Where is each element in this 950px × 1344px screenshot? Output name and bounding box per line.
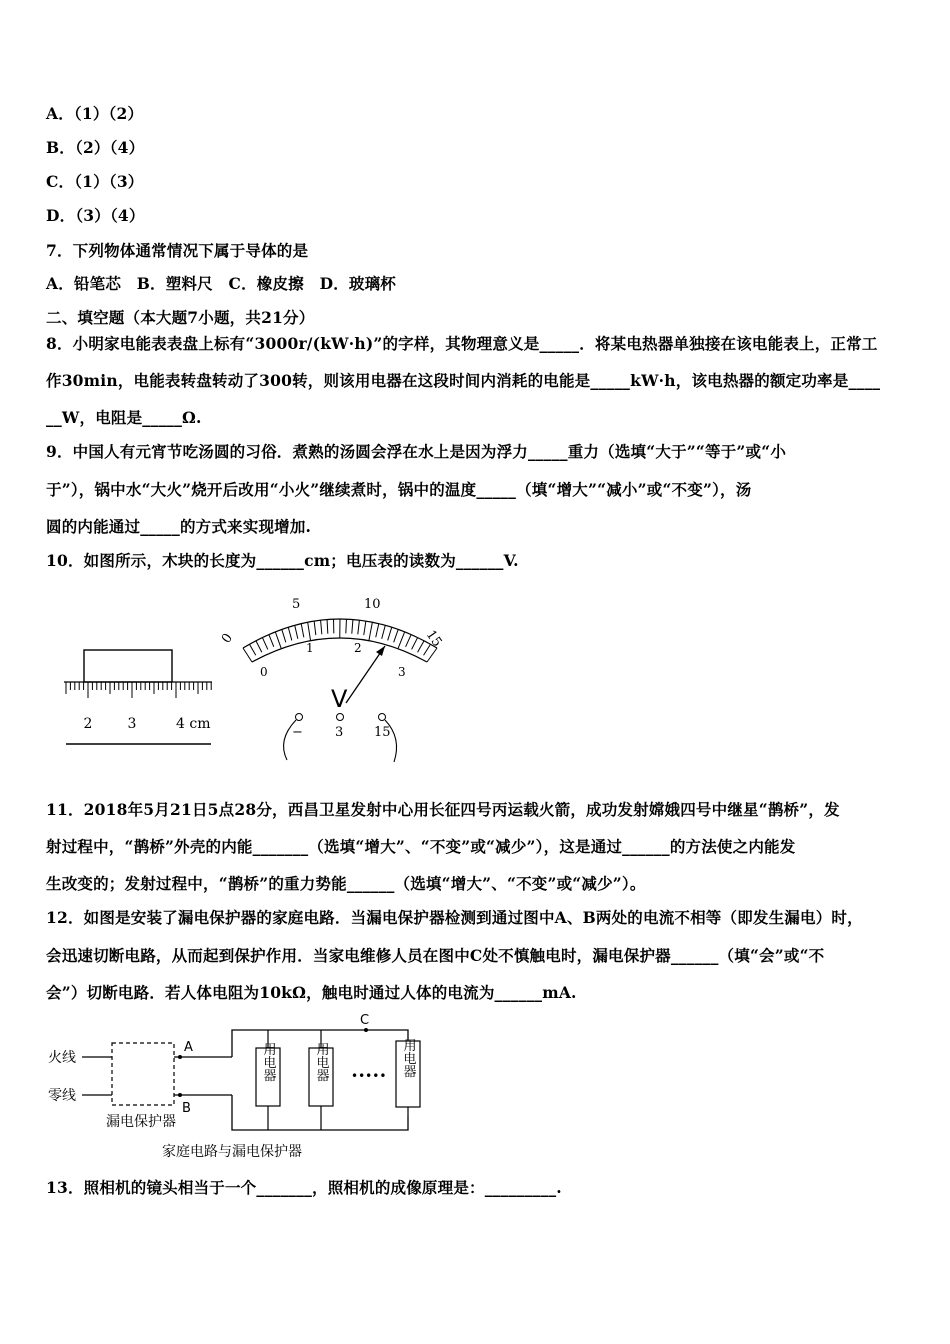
point-c-dot [364,1028,368,1032]
meter-tick [364,621,366,635]
meter-tick [376,624,379,638]
option-b: B．（2）（4） [46,138,145,157]
meter-tick [295,625,298,638]
question-12-line-3: 会”）切断电路．若人体电阻为10kΩ，触电时通过人体的电流为______mA. [46,983,577,1002]
question-8-line-3: __W，电阻是_____Ω. [46,408,202,427]
meter-upper-label-0: 0 [218,630,237,647]
terminal-3 [337,714,344,721]
meter-lower-label-3: 3 [398,665,406,679]
circuit-figure [42,1008,442,1163]
meter-tick [394,629,399,642]
option-a: A．（1）（2） [46,104,144,123]
question-7-stem: 7．下列物体通常情况下属于导体的是 [46,241,309,260]
meter-tick [346,619,347,633]
live-wire-label: 火线 [48,1050,76,1066]
meter-tick [427,648,437,662]
meter-tick [412,638,418,650]
wooden-block [84,650,172,682]
neutral-wire-label: 零线 [48,1088,76,1104]
meter-tick [249,644,255,655]
question-12-line-2: 会迅速切断电路，从而起到保护作用．当家电维修人员在图中C处不慎触电时，漏电保护器______（填“会”或“不 [46,946,825,965]
meter-pointer-tip [376,646,385,656]
terminal-label-negative: − [292,725,303,740]
question-8-line-2: 作30min，电能表转盘转动了300转，则该用电器在这段时间内消耗的电能是_____kW·h，该电热器的额定功率是____ [46,371,881,390]
meter-tick [282,629,286,642]
branch-bottom-rail [232,1095,408,1130]
voltmeter-figure [218,590,452,765]
meter-lower-label-2: 2 [354,641,362,655]
meter-tick [243,648,252,662]
terminal-label-3: 3 [335,725,344,740]
appliance-2-label: 用电器 [313,1042,329,1082]
meter-tick [256,641,262,652]
leakage-protector-box [112,1043,174,1105]
point-b-dot [178,1093,182,1097]
question-7-options: A．铅笔芯 B．塑料尺 C．橡皮擦 D．玻璃杯 [46,274,397,293]
appliance-ellipsis: ••••• [351,1069,387,1083]
meter-lower-label-0: 0 [260,665,268,679]
question-8-line-1: 8．小明家电能表表盘上标有“3000r/(kW·h)”的字样，其物理意义是_____．将某电热器单独接在该电能表上，正常工 [46,334,878,353]
meter-symbol: V [331,685,348,713]
meter-tick [369,622,372,640]
meter-tick [388,627,392,640]
ruler-ticks [66,682,211,698]
option-c: C．（1）（3） [46,172,144,191]
meter-tick [398,632,405,649]
question-11-line-1: 11．2018年5月21日5点28分，西昌卫星发射中心用长征四号丙运载火箭，成功发射嫦娥四号中继星“鹊桥”，发 [46,800,840,819]
point-c-label: C [360,1013,370,1028]
ruler-figure [56,645,221,750]
protector-label: 漏电保护器 [106,1114,176,1130]
meter-upper-label-10: 10 [364,597,381,612]
appliance-3-label: 用电器 [400,1038,416,1078]
meter-tick [358,620,360,634]
ruler-label-3: 3 [127,716,137,732]
meter-tick [406,635,412,647]
meter-tick [275,632,281,649]
meter-tick [301,624,304,638]
meter-upper-label-5: 5 [292,597,301,612]
question-10: 10．如图所示，木块的长度为______cm；电压表的读数为______V. [46,551,519,570]
meter-scale-ticks [243,619,437,662]
meter-tick [314,621,316,635]
circuit-caption: 家庭电路与漏电保护器 [162,1144,302,1160]
question-11-line-3: 生改变的；发射过程中，“鹊桥”的重力势能______（选填“增大”、“不变”或“减少”）。 [46,874,646,893]
meter-tick [327,620,328,634]
meter-pointer [346,646,385,703]
ruler-label-2: 2 [83,716,93,732]
meter-tick [382,625,386,638]
question-13: 13．照相机的镜头相当于一个_______，照相机的成像原理是：_________. [46,1178,562,1197]
meter-tick [288,627,292,640]
terminal-negative [296,714,303,721]
question-12-line-1: 12．如图是安装了漏电保护器的家庭电路．当漏电保护器检测到通过图中A、B两处的电流不相等（即发生漏电）时， [46,908,863,927]
option-d: D．（3）（4） [46,206,145,225]
meter-tick [269,635,274,647]
terminal-15 [379,714,386,721]
terminal-label-15: 15 [374,725,391,740]
point-a-label: A [184,1040,193,1055]
section-heading: 二、填空题（本大题7小题，共21分） [46,308,315,327]
question-9-line-1: 9．中国人有元宵节吃汤圆的习俗．煮熟的汤圆会浮在水上是因为浮力_____重力（选填“大于”“等于”或“小 [46,442,787,461]
meter-tick [352,620,353,634]
question-11-line-2: 射过程中，“鹊桥”外壳的内能_______（选填“增大”、“不变”或“减少”），这是通过______的方法使之内能发 [46,837,796,856]
ruler-label-4cm: 4 cm [176,716,211,732]
meter-lower-label-1: 1 [306,641,314,655]
meter-upper-label-15: 15 [422,627,445,650]
point-b-label: B [182,1101,191,1116]
appliance-1-label: 用电器 [260,1042,276,1082]
meter-tick [321,620,322,634]
question-9-line-2: 于”），锅中水“大火”烧开后改用“小火”继续煮时，锅中的温度_____（填“增大”“减小”或“不变”），汤 [46,480,752,499]
meter-tick [308,622,311,640]
point-a-dot [178,1055,182,1059]
question-9-line-3: 圆的内能通过_____的方式来实现增加. [46,517,312,536]
meter-tick [262,638,267,650]
meter-tick [418,641,425,652]
